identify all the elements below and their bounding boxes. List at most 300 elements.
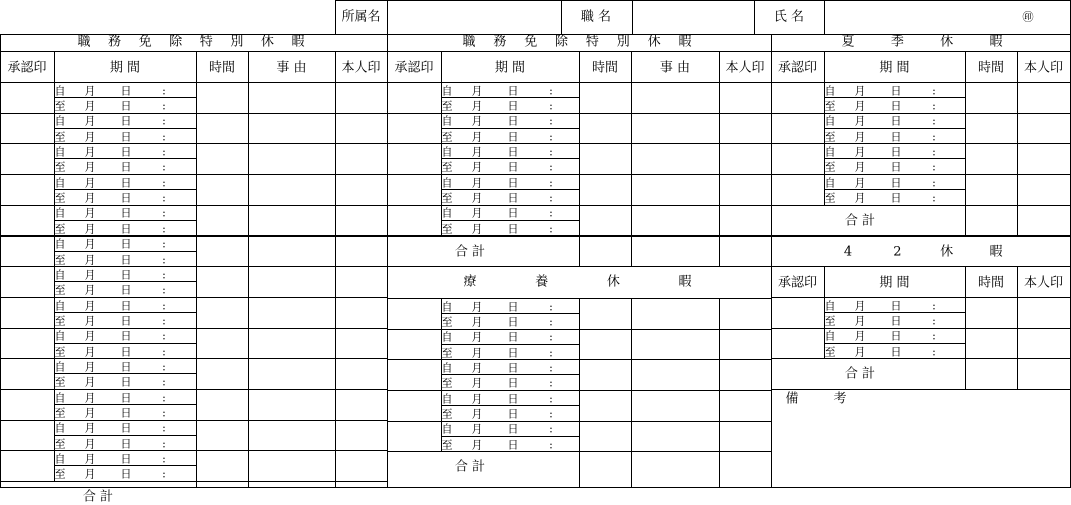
date-from-3: : [162,145,166,159]
date-from-1: 月 [84,299,96,313]
b2-cell[interactable] [631,174,720,206]
b1-cell[interactable] [196,450,249,482]
b2-cell[interactable] [387,174,442,206]
date-from-0: 自 [54,145,66,159]
date-to-0: 至 [441,407,453,421]
b1-cell[interactable] [248,143,336,175]
date-to-1: 月 [471,130,483,144]
date-from-1: 月 [471,114,483,128]
date-from-0: 自 [441,114,453,128]
section-title-char: 職 [462,34,476,50]
b3-cell[interactable] [1017,113,1071,145]
col-self_seal: 本人印 [341,60,381,75]
date-from-1: 月 [471,392,483,406]
date-from-0: 自 [54,268,66,282]
date-from-0: 自 [441,176,453,190]
section-title-char: 休 [940,34,954,50]
date-to-0: 至 [824,160,836,174]
date-from-0: 自 [824,84,836,98]
date-to-2: 日 [120,253,132,267]
b3-total-hours[interactable] [965,205,1018,237]
b2-cell[interactable] [579,82,632,114]
b2-total-hours[interactable] [579,236,632,268]
b1-cell[interactable] [196,143,249,175]
b2-cell[interactable] [631,113,720,145]
date-from-3: : [932,329,936,343]
name-label: 氏 名 [773,9,805,25]
b2-cell[interactable] [387,205,442,237]
b1-cell[interactable] [248,266,336,298]
col-reason: 事 由 [276,60,307,75]
b1-cell[interactable] [196,113,249,145]
date-to-1: 月 [84,345,96,359]
date-to-2: 日 [507,222,519,236]
date-to-3: : [549,130,553,144]
date-to-1: 月 [84,375,96,389]
b4-cell[interactable] [965,297,1018,329]
date-to-1: 月 [471,191,483,205]
date-to-3: : [162,314,166,328]
date-to-3: : [932,191,936,205]
med-cell[interactable] [579,390,632,422]
b1-cell[interactable] [248,358,336,390]
date-to-1: 月 [471,315,483,329]
b4-total-seal [1017,358,1071,390]
b1-total-seal [335,481,388,488]
section-title-char: 特 [585,34,599,50]
b3-cell[interactable] [771,82,825,114]
date-from-2: 日 [120,360,132,374]
date-to-2: 日 [120,130,132,144]
date-to-0: 至 [441,160,453,174]
date-to-1: 月 [471,346,483,360]
b2-cell[interactable] [579,174,632,206]
col-period: 期 間 [879,275,910,291]
date-from-2: 日 [890,329,902,343]
med-cell[interactable] [579,329,632,361]
med-cell[interactable] [719,329,772,361]
date-from-2: 日 [890,299,902,313]
date-from-2: 日 [120,237,132,251]
date-to-1: 月 [84,467,96,481]
b4-total-hours[interactable] [965,358,1018,390]
section-title-char: 職 [77,34,91,50]
date-to-0: 至 [824,99,836,113]
b1-cell[interactable] [0,143,55,175]
date-from-0: 自 [824,114,836,128]
b1-cell[interactable] [335,297,388,329]
date-from-3: : [549,114,553,128]
date-to-0: 至 [54,314,66,328]
b1-cell[interactable] [0,297,55,329]
section-title-char: 夏 [841,34,855,50]
b1-cell[interactable] [335,82,388,114]
b2-cell[interactable] [719,174,772,206]
date-from-0: 自 [54,84,66,98]
col-period: 期 間 [109,60,141,75]
date-to-0: 至 [54,437,66,451]
b2-cell[interactable] [719,113,772,145]
b1-cell[interactable] [196,82,249,114]
col-approval: 承認印 [7,60,47,75]
b1-cell[interactable] [0,328,55,360]
b1-cell[interactable] [196,297,249,329]
date-to-3: : [549,438,553,452]
b1-cell[interactable] [196,420,249,452]
date-to-1: 月 [471,222,483,236]
b1-cell[interactable] [248,205,336,237]
b1-cell[interactable] [335,420,388,452]
date-from-3: : [162,206,166,220]
b1-cell[interactable] [196,205,249,237]
b2-cell[interactable] [719,82,772,114]
date-from-1: 月 [471,361,483,375]
section-title-cell [771,34,1071,52]
date-to-1: 月 [84,130,96,144]
date-to-3: : [932,345,936,359]
b1-total-cell [0,481,197,488]
med-cell[interactable] [631,329,720,361]
section-title-char: 務 [493,34,507,50]
date-from-0: 自 [441,84,453,98]
b1-cell[interactable] [0,174,55,206]
date-to-3: : [549,376,553,390]
b1-cell[interactable] [0,205,55,237]
b1-cell[interactable] [335,205,388,237]
b4-cell[interactable] [1017,297,1071,329]
date-to-0: 至 [54,130,66,144]
b1-cell[interactable] [196,266,249,298]
date-from-0: 自 [441,330,453,344]
date-from-3: : [162,299,166,313]
med-cell[interactable] [387,390,442,422]
date-from-0: 自 [441,300,453,314]
med-cell[interactable] [631,421,720,453]
date-to-2: 日 [507,160,519,174]
b1-cell[interactable] [335,328,388,360]
date-from-0: 自 [54,329,66,343]
b2-total-reason [631,236,720,268]
b2-cell[interactable] [719,205,772,237]
date-from-3: : [932,84,936,98]
b2-cell[interactable] [631,205,720,237]
b2-cell[interactable] [719,143,772,175]
b1-cell[interactable] [196,236,249,268]
date-to-2: 日 [890,314,902,328]
section-title-char: 暇 [989,244,1003,259]
date-from-2: 日 [120,452,132,466]
date-to-0: 至 [441,438,453,452]
remarks-label: 考 [833,391,847,407]
date-to-3: : [162,345,166,359]
b3-cell[interactable] [965,113,1018,145]
med-cell[interactable] [387,298,442,330]
date-to-0: 至 [54,283,66,297]
date-to-1: 月 [854,160,866,174]
b3-cell[interactable] [1017,82,1071,114]
leave42-title-cell [771,236,1071,268]
date-to-2: 日 [890,345,902,359]
date-from-2: 日 [507,330,519,344]
date-to-0: 至 [54,191,66,205]
date-to-1: 月 [854,130,866,144]
med-cell[interactable] [719,421,772,453]
date-to-2: 日 [507,191,519,205]
date-to-3: : [162,222,166,236]
date-from-2: 日 [890,176,902,190]
date-from-2: 日 [120,268,132,282]
b1-cell[interactable] [335,236,388,268]
date-to-0: 至 [824,345,836,359]
date-from-1: 月 [84,84,96,98]
b1-cell[interactable] [196,174,249,206]
date-to-2: 日 [120,314,132,328]
med-cell[interactable] [631,298,720,330]
med-cell[interactable] [579,359,632,391]
b3-cell[interactable] [771,143,825,175]
section-title-char: 暇 [678,34,692,50]
b1-cell[interactable] [0,358,55,390]
b2-cell[interactable] [579,113,632,145]
b3-cell[interactable] [965,82,1018,114]
date-from-3: : [549,145,553,159]
date-from-1: 月 [84,268,96,282]
date-from-2: 日 [507,84,519,98]
date-from-3: : [162,391,166,405]
date-to-1: 月 [84,283,96,297]
col-approval: 承認印 [777,275,818,291]
b1-cell[interactable] [335,358,388,390]
b1-cell[interactable] [248,82,336,114]
date-to-3: : [162,467,166,481]
b1-cell[interactable] [248,420,336,452]
seal-mark: ㊞ [1022,10,1034,24]
section-title-char: 除 [169,34,183,50]
dept-label: 所属名 [341,9,381,25]
date-to-2: 日 [507,99,519,113]
med-cell[interactable] [719,298,772,330]
dept-input[interactable] [387,0,562,35]
b2-cell[interactable] [387,113,442,145]
date-from-3: : [162,329,166,343]
b3-cell[interactable] [771,174,825,206]
b1-cell[interactable] [335,450,388,482]
b3-cell[interactable] [965,143,1018,175]
date-from-1: 月 [854,114,866,128]
date-from-1: 月 [471,330,483,344]
b1-cell[interactable] [248,328,336,360]
b1-cell[interactable] [248,297,336,329]
section-title-char: 免 [138,34,152,50]
b1-cell[interactable] [0,113,55,145]
med-cell[interactable] [631,359,720,391]
section-title-char: 4 [843,244,853,259]
section-title-char: 特 [199,34,213,50]
b2-cell[interactable] [387,143,442,175]
date-from-0: 自 [824,176,836,190]
section-title-char: 療 [463,274,477,290]
b2-cell[interactable] [387,82,442,114]
date-to-1: 月 [84,314,96,328]
date-to-0: 至 [441,99,453,113]
date-from-0: 自 [441,361,453,375]
b3-cell[interactable] [1017,143,1071,175]
date-from-2: 日 [890,84,902,98]
date-from-0: 自 [54,421,66,435]
date-from-3: : [932,299,936,313]
col-period: 期 間 [879,60,910,75]
date-to-1: 月 [854,191,866,205]
date-from-1: 月 [471,176,483,190]
date-to-3: : [549,315,553,329]
b1-cell[interactable] [196,358,249,390]
date-from-2: 日 [120,176,132,190]
date-from-3: : [549,422,553,436]
med-total-hours[interactable] [579,451,632,488]
med-cell[interactable] [719,359,772,391]
date-from-2: 日 [507,361,519,375]
date-to-3: : [162,130,166,144]
date-to-3: : [549,191,553,205]
date-from-3: : [932,176,936,190]
b2-cell[interactable] [631,143,720,175]
med-cell[interactable] [631,390,720,422]
date-to-1: 月 [854,99,866,113]
b1-cell[interactable] [248,450,336,482]
date-from-2: 日 [120,114,132,128]
date-from-0: 自 [441,206,453,220]
b1-cell[interactable] [0,420,55,452]
b1-cell[interactable] [335,174,388,206]
date-to-1: 月 [84,99,96,113]
date-from-3: : [549,300,553,314]
date-to-0: 至 [54,467,66,481]
b1-total-reason [248,481,336,488]
title-input[interactable] [632,0,755,35]
remarks-box[interactable] [771,389,1071,488]
b1-cell[interactable] [335,143,388,175]
col-self_seal: 本人印 [1023,275,1064,291]
b1-cell[interactable] [0,389,55,421]
section-title-char: 免 [524,34,538,50]
med-cell[interactable] [579,298,632,330]
date-to-3: : [932,160,936,174]
date-to-2: 日 [120,99,132,113]
b4-cell[interactable] [771,297,825,329]
date-to-3: : [932,99,936,113]
b2-cell[interactable] [579,205,632,237]
date-from-0: 自 [54,360,66,374]
date-from-3: : [549,84,553,98]
date-to-2: 日 [120,345,132,359]
date-to-1: 月 [471,407,483,421]
b3-cell[interactable] [771,113,825,145]
b4-cell[interactable] [965,328,1018,360]
date-from-2: 日 [507,114,519,128]
b3-cell[interactable] [1017,174,1071,206]
med-cell[interactable] [387,359,442,391]
med-cell[interactable] [387,329,442,361]
b1-total-hours[interactable] [196,481,249,488]
date-to-0: 至 [54,406,66,420]
date-from-1: 月 [854,176,866,190]
date-from-1: 月 [854,84,866,98]
b1-cell[interactable] [196,328,249,360]
b1-cell[interactable] [196,389,249,421]
date-to-3: : [932,130,936,144]
date-from-3: : [162,114,166,128]
section-title-char: 務 [108,34,122,50]
b3-total-seal [1017,205,1071,237]
b1-cell[interactable] [0,236,55,268]
b1-cell[interactable] [248,174,336,206]
b2-cell[interactable] [631,82,720,114]
date-to-2: 日 [507,130,519,144]
b4-cell[interactable] [1017,328,1071,360]
date-to-1: 月 [471,99,483,113]
b1-cell[interactable] [248,113,336,145]
date-from-2: 日 [507,392,519,406]
date-from-0: 自 [54,114,66,128]
date-from-3: : [162,84,166,98]
b1-cell[interactable] [248,389,336,421]
date-to-3: : [162,283,166,297]
med-total-seal [719,451,772,488]
section-title-cell [387,34,772,52]
date-from-3: : [549,392,553,406]
date-from-1: 月 [84,391,96,405]
date-from-1: 月 [84,206,96,220]
date-from-1: 月 [84,176,96,190]
date-from-1: 月 [854,145,866,159]
b1-cell[interactable] [248,236,336,268]
date-from-0: 自 [441,392,453,406]
col-approval: 承認印 [394,60,434,75]
med-cell[interactable] [387,421,442,453]
title-label: 職 名 [580,9,612,25]
date-to-2: 日 [507,346,519,360]
col-period: 期 間 [494,60,526,75]
b4-cell[interactable] [771,328,825,360]
b1-cell[interactable] [335,389,388,421]
b1-cell[interactable] [335,266,388,298]
med-cell[interactable] [579,421,632,453]
b1-cell[interactable] [0,82,55,114]
date-to-0: 至 [54,99,66,113]
total-label: 合 計 [454,459,486,475]
date-to-1: 月 [854,345,866,359]
date-to-3: : [162,253,166,267]
date-from-3: : [162,452,166,466]
date-to-0: 至 [441,191,453,205]
b1-cell[interactable] [0,450,55,482]
date-to-2: 日 [507,315,519,329]
b3-cell[interactable] [965,174,1018,206]
date-from-0: 自 [441,145,453,159]
total-label: 合 計 [844,213,876,229]
b1-cell[interactable] [335,113,388,145]
date-to-0: 至 [824,314,836,328]
name-input[interactable] [824,0,1071,35]
b1-cell[interactable] [0,266,55,298]
section-title-char: 休 [647,34,661,50]
b2-cell[interactable] [579,143,632,175]
date-from-0: 自 [54,176,66,190]
date-to-2: 日 [120,160,132,174]
date-to-3: : [162,406,166,420]
section-title-char: 暇 [291,34,305,50]
med-cell[interactable] [719,390,772,422]
